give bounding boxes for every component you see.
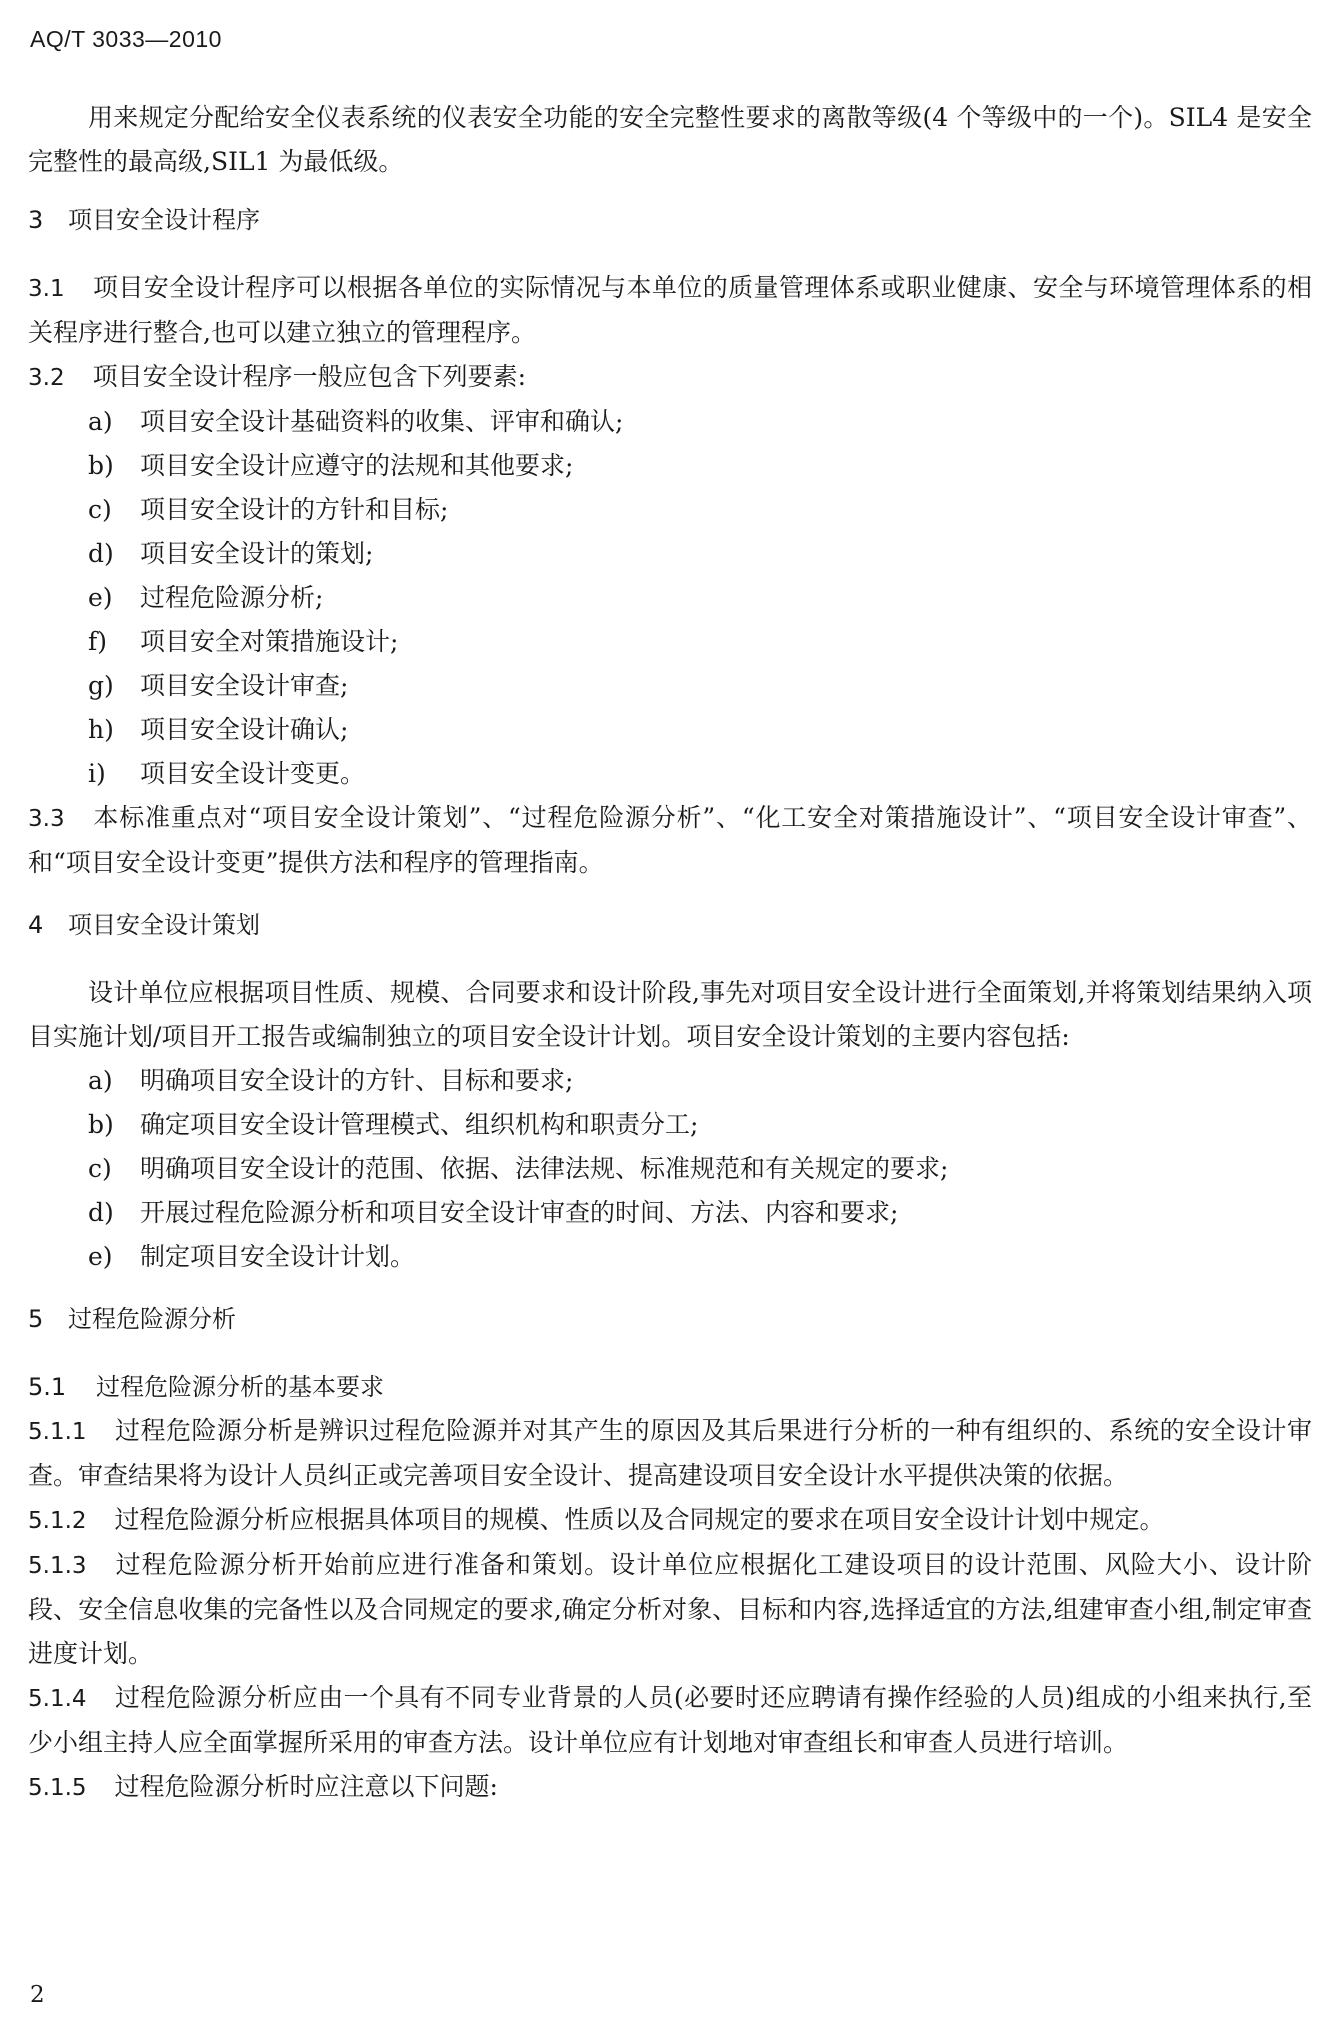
clause-number: 5.1.3 [28,1553,87,1579]
section-number: 5 [28,1305,44,1333]
list-marker: a) [88,407,113,436]
document-body [28,96,1312,1810]
list-item [28,1147,1312,1191]
list-text: 项目安全设计审查; [140,671,349,700]
list-marker: b) [88,451,114,480]
subsection-number: 5.1 [28,1373,67,1401]
section-title: 项目安全设计程序 [68,206,260,234]
clause-3-1 [28,266,1312,355]
clause-text: 过程危险源分析开始前应进行准备和策划。设计单位应根据化工建设项目的设计范围、风险大小、设计阶段、安全信息收集的完备性以及合同规定的要求,确定分析对象、目标和内容,选择适宜的方法,组建审查小组,制定审查进度计划。 [28,1550,1312,1668]
subsection-title: 过程危险源分析的基本要求 [96,1373,384,1401]
list-text: 项目安全设计变更。 [140,759,366,788]
section-number: 4 [28,911,44,939]
list-item [28,400,1312,444]
clause-number: 5.1.4 [28,1686,87,1712]
list-text: 确定项目安全设计管理模式、组织机构和职责分工; [140,1110,699,1139]
list-item [28,1235,1312,1279]
clause-number: 3.1 [28,276,65,302]
clause-5-1-4 [28,1676,1312,1765]
clause-text: 过程危险源分析应根据具体项目的规模、性质以及合同规定的要求在项目安全设计计划中规定。 [114,1505,1165,1534]
list-marker: a) [88,1066,113,1095]
list-item [28,488,1312,532]
clause-number: 3.3 [28,806,65,832]
list-text: 明确项目安全设计的方针、目标和要求; [140,1066,574,1095]
clause-text: 项目安全设计程序可以根据各单位的实际情况与本单位的质量管理体系或职业健康、安全与环境管理体系的相关程序进行整合,也可以建立独立的管理程序。 [28,273,1312,347]
section-4-paragraph: 设计单位应根据项目性质、规模、合同要求和设计阶段,事先对项目安全设计进行全面策划,并将策划结果纳入项目实施计划/项目开工报告或编制独立的项目安全设计计划。项目安全设计策划的主要内容包括: [28,978,1312,1051]
intro-paragraph: 用来规定分配给安全仪表系统的仪表安全功能的安全完整性要求的离散等级(4 个等级中的一个)。SIL4 是安全完整性的最高级,SIL1 为最低级。 [28,103,1312,176]
clause-text: 过程危险源分析应由一个具有不同专业背景的人员(必要时还应聘请有操作经验的人员)组成的小组来执行,至少小组主持人应全面掌握所采用的审查方法。设计单位应有计划地对审查组长和审查人员进行培训。 [28,1683,1312,1757]
list-text: 制定项目安全设计计划。 [140,1242,416,1271]
list-marker: e) [88,583,113,612]
list-item [28,576,1312,620]
list-item [28,708,1312,752]
list-text: 项目安全对策措施设计; [140,627,399,656]
list-marker: d) [88,1198,114,1227]
section-5-heading [28,1297,1312,1341]
clause-5-1-5 [28,1765,1312,1810]
list-text: 开展过程危险源分析和项目安全设计审查的时间、方法、内容和要求; [140,1198,899,1227]
list-item [28,620,1312,664]
list-item [28,1059,1312,1103]
section-number: 3 [28,206,44,234]
list-marker: c) [88,495,112,524]
clause-text: 项目安全设计程序一般应包含下列要素: [92,362,527,391]
list-marker: b) [88,1110,114,1139]
list-item [28,532,1312,576]
clause-text: 过程危险源分析是辨识过程危险源并对其产生的原因及其后果进行分析的一种有组织的、系统的安全设计审查。审查结果将为设计人员纠正或完善项目安全设计、提高建设项目安全设计水平提供决策的依据。 [28,1416,1312,1490]
clause-5-1-3 [28,1543,1312,1676]
clause-number: 3.2 [28,365,65,391]
list-text: 项目安全设计的方针和目标; [140,495,449,524]
list-marker: c) [88,1154,112,1183]
list-marker: g) [88,671,114,700]
list-item [28,752,1312,796]
section-3-heading [28,198,1312,242]
list-item [28,1103,1312,1147]
clause-5-1-1 [28,1409,1312,1498]
list-text: 项目安全设计基础资料的收集、评审和确认; [140,407,624,436]
section-title: 过程危险源分析 [68,1305,236,1333]
list-marker: e) [88,1242,113,1271]
list-marker: i) [88,759,106,788]
clause-number: 5.1.2 [28,1508,87,1534]
standard-code-header: AQ/T 3033—2010 [30,26,222,52]
list-text: 项目安全设计确认; [140,715,349,744]
list-item [28,444,1312,488]
clause-3-3 [28,796,1312,885]
clause-text: 本标准重点对“项目安全设计策划”、“过程危险源分析”、“化工安全对策措施设计”、“项目安全设计审查”、和“项目安全设计变更”提供方法和程序的管理指南。 [28,803,1312,877]
list-text: 项目安全设计的策划; [140,539,374,568]
clause-5-1-2 [28,1498,1312,1543]
list-marker: h) [88,715,114,744]
clause-text: 过程危险源分析时应注意以下问题: [114,1772,498,1801]
list-marker: d) [88,539,114,568]
page-number: 2 [30,1982,45,2008]
clause-number: 5.1.5 [28,1775,87,1801]
list-text: 明确项目安全设计的范围、依据、法律法规、标准规范和有关规定的要求; [140,1154,949,1183]
section-4-heading [28,903,1312,947]
clause-3-2 [28,355,1312,400]
section-title: 项目安全设计策划 [68,911,260,939]
clause-number: 5.1.1 [28,1419,87,1445]
list-text: 项目安全设计应遵守的法规和其他要求; [140,451,574,480]
list-marker: f) [88,627,108,656]
list-text: 过程危险源分析; [140,583,324,612]
list-item [28,1191,1312,1235]
list-item [28,664,1312,708]
subsection-5-1-heading [28,1365,1312,1409]
